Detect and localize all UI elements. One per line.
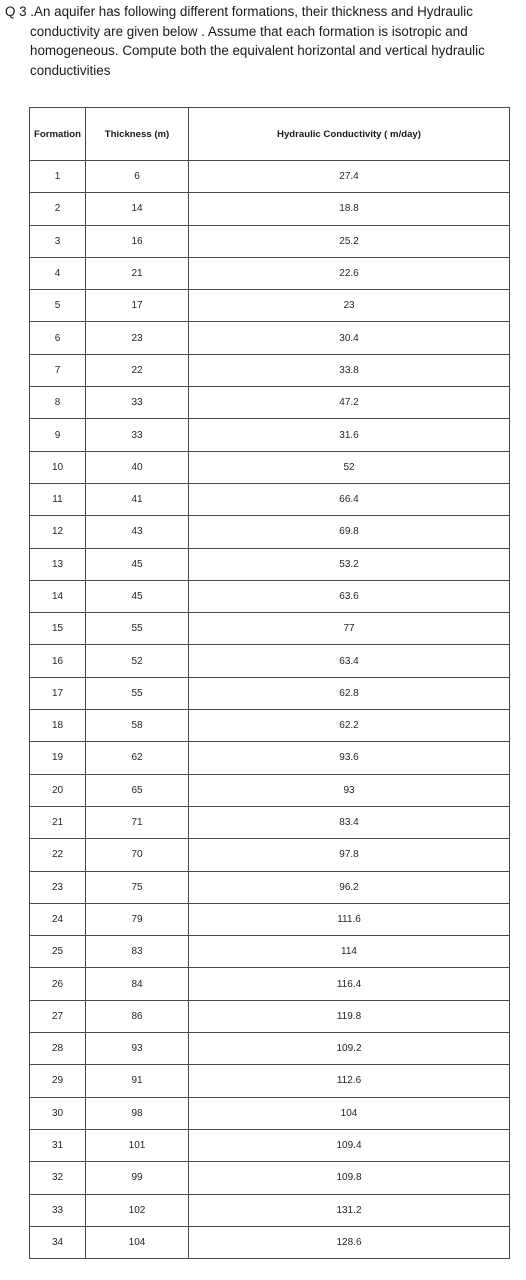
table-row (30, 419, 510, 451)
cell-conductivity: 62.2 (189, 710, 510, 742)
cell-formation: 30 (30, 1097, 86, 1129)
cell-conductivity: 112.6 (189, 1065, 510, 1097)
cell-conductivity: 63.6 (189, 580, 510, 612)
cell-formation: 3 (30, 225, 86, 257)
table-row (30, 516, 510, 548)
header-formation: Formation (30, 108, 86, 161)
cell-formation: 26 (30, 968, 86, 1000)
cell-thickness: 83 (86, 936, 189, 968)
cell-formation: 29 (30, 1065, 86, 1097)
table-row (30, 1129, 510, 1161)
cell-conductivity: 109.2 (189, 1033, 510, 1065)
table-row (30, 903, 510, 935)
question-line: homogeneous. Compute both the equivalent horizontal and vertical hydraulic (30, 43, 485, 59)
table-row (30, 1000, 510, 1032)
cell-thickness: 21 (86, 257, 189, 289)
cell-formation: 7 (30, 354, 86, 386)
cell-conductivity: 63.4 (189, 645, 510, 677)
cell-thickness: 70 (86, 839, 189, 871)
cell-conductivity: 104 (189, 1097, 510, 1129)
cell-formation: 32 (30, 1162, 86, 1194)
table-row (30, 354, 510, 386)
cell-conductivity: 30.4 (189, 322, 510, 354)
cell-formation: 22 (30, 839, 86, 871)
cell-formation: 18 (30, 710, 86, 742)
aquifer-formations-table (29, 107, 510, 1259)
cell-thickness: 101 (86, 1129, 189, 1161)
cell-thickness: 17 (86, 290, 189, 322)
table-row (30, 290, 510, 322)
table-row (30, 483, 510, 515)
cell-thickness: 23 (86, 322, 189, 354)
cell-conductivity: 27.4 (189, 161, 510, 193)
cell-conductivity: 119.8 (189, 1000, 510, 1032)
table-row (30, 677, 510, 709)
cell-thickness: 33 (86, 419, 189, 451)
cell-thickness: 86 (86, 1000, 189, 1032)
cell-formation: 17 (30, 677, 86, 709)
cell-thickness: 91 (86, 1065, 189, 1097)
cell-formation: 20 (30, 774, 86, 806)
table-row (30, 161, 510, 193)
table-row (30, 257, 510, 289)
cell-formation: 33 (30, 1194, 86, 1226)
cell-formation: 15 (30, 613, 86, 645)
question-line: Q 3 .An aquifer has following different formations, their thickness and Hydraulic (5, 4, 473, 19)
cell-formation: 1 (30, 161, 86, 193)
cell-thickness: 55 (86, 613, 189, 645)
cell-thickness: 40 (86, 451, 189, 483)
cell-formation: 6 (30, 322, 86, 354)
cell-thickness: 84 (86, 968, 189, 1000)
cell-conductivity: 62.8 (189, 677, 510, 709)
cell-formation: 14 (30, 580, 86, 612)
table-row (30, 322, 510, 354)
cell-formation: 23 (30, 871, 86, 903)
cell-conductivity: 114 (189, 936, 510, 968)
cell-formation: 4 (30, 257, 86, 289)
cell-thickness: 58 (86, 710, 189, 742)
cell-conductivity: 93 (189, 774, 510, 806)
cell-formation: 31 (30, 1129, 86, 1161)
cell-formation: 24 (30, 903, 86, 935)
cell-conductivity: 69.8 (189, 516, 510, 548)
table-row (30, 613, 510, 645)
cell-thickness: 71 (86, 806, 189, 838)
cell-conductivity: 33.8 (189, 354, 510, 386)
cell-conductivity: 116.4 (189, 968, 510, 1000)
cell-conductivity: 96.2 (189, 871, 510, 903)
cell-conductivity: 97.8 (189, 839, 510, 871)
cell-thickness: 52 (86, 645, 189, 677)
cell-thickness: 65 (86, 774, 189, 806)
cell-conductivity: 77 (189, 613, 510, 645)
table-row (30, 1065, 510, 1097)
cell-thickness: 104 (86, 1226, 189, 1258)
cell-conductivity: 83.4 (189, 806, 510, 838)
cell-conductivity: 109.4 (189, 1129, 510, 1161)
cell-thickness: 41 (86, 483, 189, 515)
header-thickness: Thickness (m) (86, 108, 189, 161)
cell-formation: 12 (30, 516, 86, 548)
question-line: conductivity are given below . Assume that each formation is isotropic and (30, 23, 468, 39)
cell-thickness: 99 (86, 1162, 189, 1194)
table-row (30, 968, 510, 1000)
cell-formation: 34 (30, 1226, 86, 1258)
cell-formation: 21 (30, 806, 86, 838)
cell-formation: 19 (30, 742, 86, 774)
cell-conductivity: 109.8 (189, 1162, 510, 1194)
cell-conductivity: 18.8 (189, 193, 510, 225)
cell-formation: 9 (30, 419, 86, 451)
cell-thickness: 45 (86, 580, 189, 612)
table-row (30, 710, 510, 742)
cell-formation: 16 (30, 645, 86, 677)
table-row (30, 580, 510, 612)
table-header-row (30, 108, 510, 161)
cell-conductivity: 31.6 (189, 419, 510, 451)
table-row (30, 225, 510, 257)
table-row (30, 1226, 510, 1258)
cell-thickness: 14 (86, 193, 189, 225)
cell-formation: 27 (30, 1000, 86, 1032)
cell-conductivity: 23 (189, 290, 510, 322)
cell-conductivity: 25.2 (189, 225, 510, 257)
cell-thickness: 62 (86, 742, 189, 774)
cell-thickness: 55 (86, 677, 189, 709)
cell-thickness: 43 (86, 516, 189, 548)
question-text (5, 2, 520, 80)
table-row (30, 774, 510, 806)
cell-thickness: 22 (86, 354, 189, 386)
cell-thickness: 79 (86, 903, 189, 935)
table-row (30, 806, 510, 838)
table-row (30, 1194, 510, 1226)
cell-conductivity: 93.6 (189, 742, 510, 774)
cell-thickness: 45 (86, 548, 189, 580)
cell-thickness: 33 (86, 387, 189, 419)
header-hydraulic-conductivity: Hydraulic Conductivity ( m/day) (189, 108, 510, 161)
table-row (30, 1162, 510, 1194)
cell-thickness: 98 (86, 1097, 189, 1129)
cell-conductivity: 52 (189, 451, 510, 483)
cell-formation: 10 (30, 451, 86, 483)
cell-formation: 2 (30, 193, 86, 225)
cell-conductivity: 66.4 (189, 483, 510, 515)
cell-thickness: 16 (86, 225, 189, 257)
table-row (30, 193, 510, 225)
table-row (30, 548, 510, 580)
cell-conductivity: 22.6 (189, 257, 510, 289)
table-row (30, 936, 510, 968)
cell-thickness: 102 (86, 1194, 189, 1226)
cell-formation: 5 (30, 290, 86, 322)
cell-thickness: 75 (86, 871, 189, 903)
table-row (30, 645, 510, 677)
table-row (30, 742, 510, 774)
table-row (30, 451, 510, 483)
table-row (30, 1033, 510, 1065)
cell-thickness: 93 (86, 1033, 189, 1065)
cell-conductivity: 53.2 (189, 548, 510, 580)
table-row (30, 871, 510, 903)
table-row (30, 1097, 510, 1129)
cell-formation: 28 (30, 1033, 86, 1065)
cell-formation: 8 (30, 387, 86, 419)
cell-formation: 13 (30, 548, 86, 580)
cell-conductivity: 128.6 (189, 1226, 510, 1258)
question-line: conductivities (30, 62, 111, 78)
table-row (30, 839, 510, 871)
table-row (30, 387, 510, 419)
table-body (30, 161, 510, 1259)
cell-formation: 25 (30, 936, 86, 968)
cell-formation: 11 (30, 483, 86, 515)
cell-conductivity: 47.2 (189, 387, 510, 419)
cell-conductivity: 131.2 (189, 1194, 510, 1226)
cell-conductivity: 111.6 (189, 903, 510, 935)
cell-thickness: 6 (86, 161, 189, 193)
